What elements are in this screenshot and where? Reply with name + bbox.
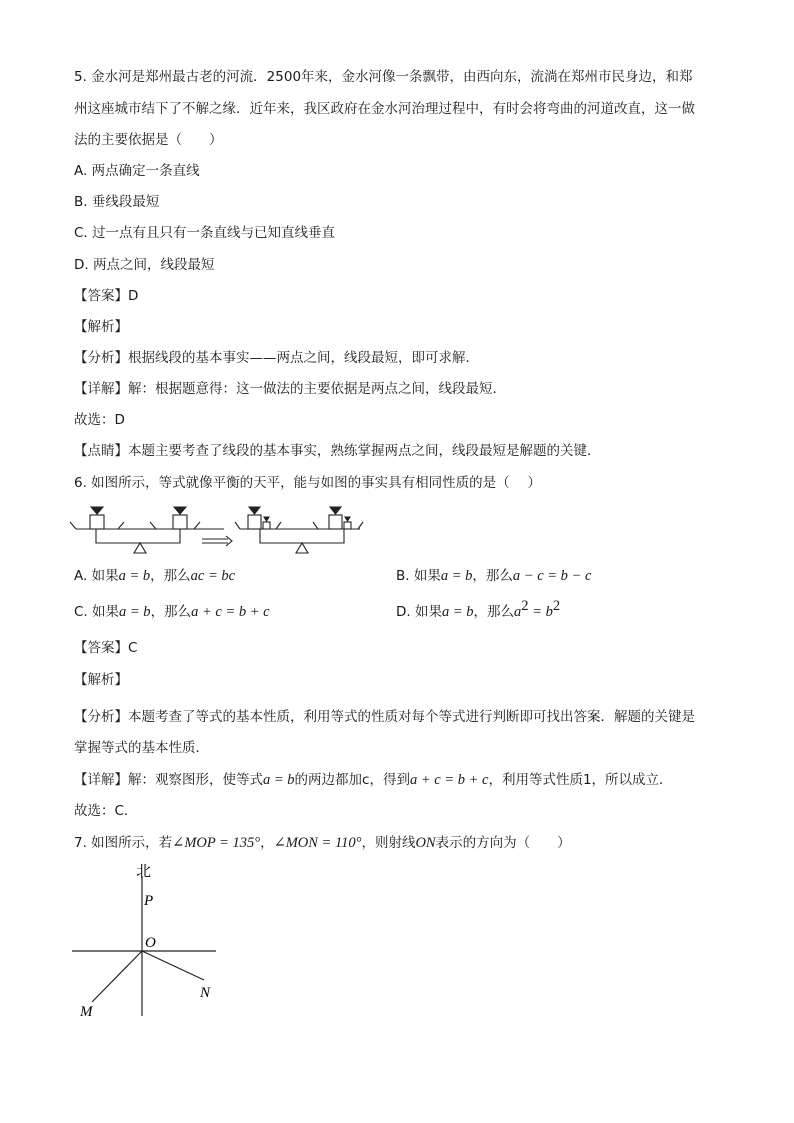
q5-stem-line-3: 法的主要依据是（ ）: [74, 132, 223, 148]
q6-d-cond: a = b: [441, 604, 474, 620]
q6-c-mid: ，那么: [150, 604, 192, 620]
q6-xiangjie: [74, 770, 673, 790]
point-m-label: M: [80, 1004, 93, 1020]
q6-option-a: [74, 566, 235, 586]
q6-c-result: a + c = b + c: [191, 604, 270, 620]
q6-option-c: [74, 602, 270, 622]
q6-xiangjie-eq2: a + c = b + c: [409, 772, 489, 788]
q6-a-result: ac = bc: [190, 568, 236, 584]
direction-figure: [66, 860, 236, 1025]
q6-b-prefix: B. 如果: [396, 568, 441, 584]
q7-ray-on: ON: [415, 835, 436, 851]
q6-xiangjie-eq1: a = b: [263, 772, 295, 788]
q6-answer: 【答案】C: [74, 640, 138, 656]
q6-d-exp-b: 2: [552, 598, 561, 614]
q6-d-exp-a: 2: [521, 598, 529, 614]
q6-b-mid: ，那么: [472, 568, 513, 584]
q6-d-mid: ，那么: [473, 604, 515, 620]
north-label: 北: [136, 864, 152, 880]
q6-a-cond: a = b: [118, 568, 151, 584]
q6-d-eq: =: [528, 604, 546, 620]
q6-d-prefix: D. 如果: [396, 604, 442, 620]
q6-c-cond: a = b: [119, 604, 151, 620]
q5-option-c: C. 过一点有且只有一条直线与已知直线垂直: [74, 225, 336, 241]
q7-stem: [74, 833, 571, 853]
q6-xiangjie-post: ，利用等式性质1，所以成立．: [488, 772, 673, 788]
q5-choice: 故选：D: [74, 412, 125, 428]
q6-analysis-label: 【解析】: [74, 672, 128, 688]
point-p-label: P: [144, 893, 154, 909]
q5-xiangjie: 【详解】解：根据题意得：这一做法的主要依据是两点之间，线段最短．: [74, 381, 506, 397]
q6-xiangjie-pre: 【详解】解：观察图形，使等式: [74, 772, 263, 788]
q6-option-b: [396, 566, 591, 586]
q6-xiangjie-mid: 的两边都加c，得到: [294, 772, 410, 788]
point-n-label: N: [200, 985, 211, 1001]
q6-a-mid: ，那么: [150, 568, 191, 584]
q5-dianjing: 【点睛】本题主要考查了线段的基本事实，熟练掌握两点之间，线段最短是解题的关键．: [74, 443, 601, 459]
q7-angle-mop: ∠MOP = 135°: [172, 835, 261, 851]
q5-analysis-label: 【解析】: [74, 319, 128, 335]
q5-option-a: A. 两点确定一条直线: [74, 163, 200, 179]
q6-choice: 故选：C．: [74, 803, 138, 819]
q6-c-prefix: C. 如果: [74, 604, 120, 620]
q5-answer: 【答案】D: [74, 288, 139, 304]
q6-d-base-b: b: [545, 604, 553, 620]
q6-b-cond: a = b: [440, 568, 473, 584]
q6-fenxi-line-1: 【分析】本题考查了等式的基本性质，利用等式的性质对每个等式进行判断即可找出答案．解题的关键是: [74, 709, 695, 725]
q7-angle-mon: ∠MON = 110°: [273, 835, 362, 851]
balance-scale-figure: [70, 505, 370, 555]
q6-d-base-a: a: [514, 604, 522, 620]
q5-stem-line-2: 州这座城市结下了不解之缘．近年来，我区政府在金水河治理过程中，有时会将弯曲的河道改直，这一做: [74, 101, 695, 117]
q6-stem: 6. 如图所示，等式就像平衡的天平，能与如图的事实具有相同性质的是（ ）: [74, 475, 541, 491]
q6-a-prefix: A. 如果: [74, 568, 119, 584]
q5-option-b: B. 垂线段最短: [74, 194, 160, 210]
q5-fenxi: 【分析】根据线段的基本事实——两点之间，线段最短，即可求解．: [74, 350, 479, 366]
q7-post: 表示的方向为（ ）: [435, 835, 571, 851]
q6-option-d: [396, 598, 561, 622]
q5-stem-line-1: 5. 金水河是郑州最古老的河流．2500年来，金水河像一条飘带，由西向东，流淌在郑州市民身边，和郑: [74, 69, 693, 85]
q5-option-d: D. 两点之间，线段最短: [74, 257, 215, 273]
q7-mid: ，则射线: [361, 835, 416, 851]
q6-b-result: a − c = b − c: [512, 568, 592, 584]
point-o-label: O: [145, 935, 156, 951]
q7-sep: ，: [260, 835, 274, 851]
q6-fenxi-line-2: 掌握等式的基本性质．: [74, 740, 209, 756]
q7-pre: 7. 如图所示，若: [74, 835, 173, 851]
